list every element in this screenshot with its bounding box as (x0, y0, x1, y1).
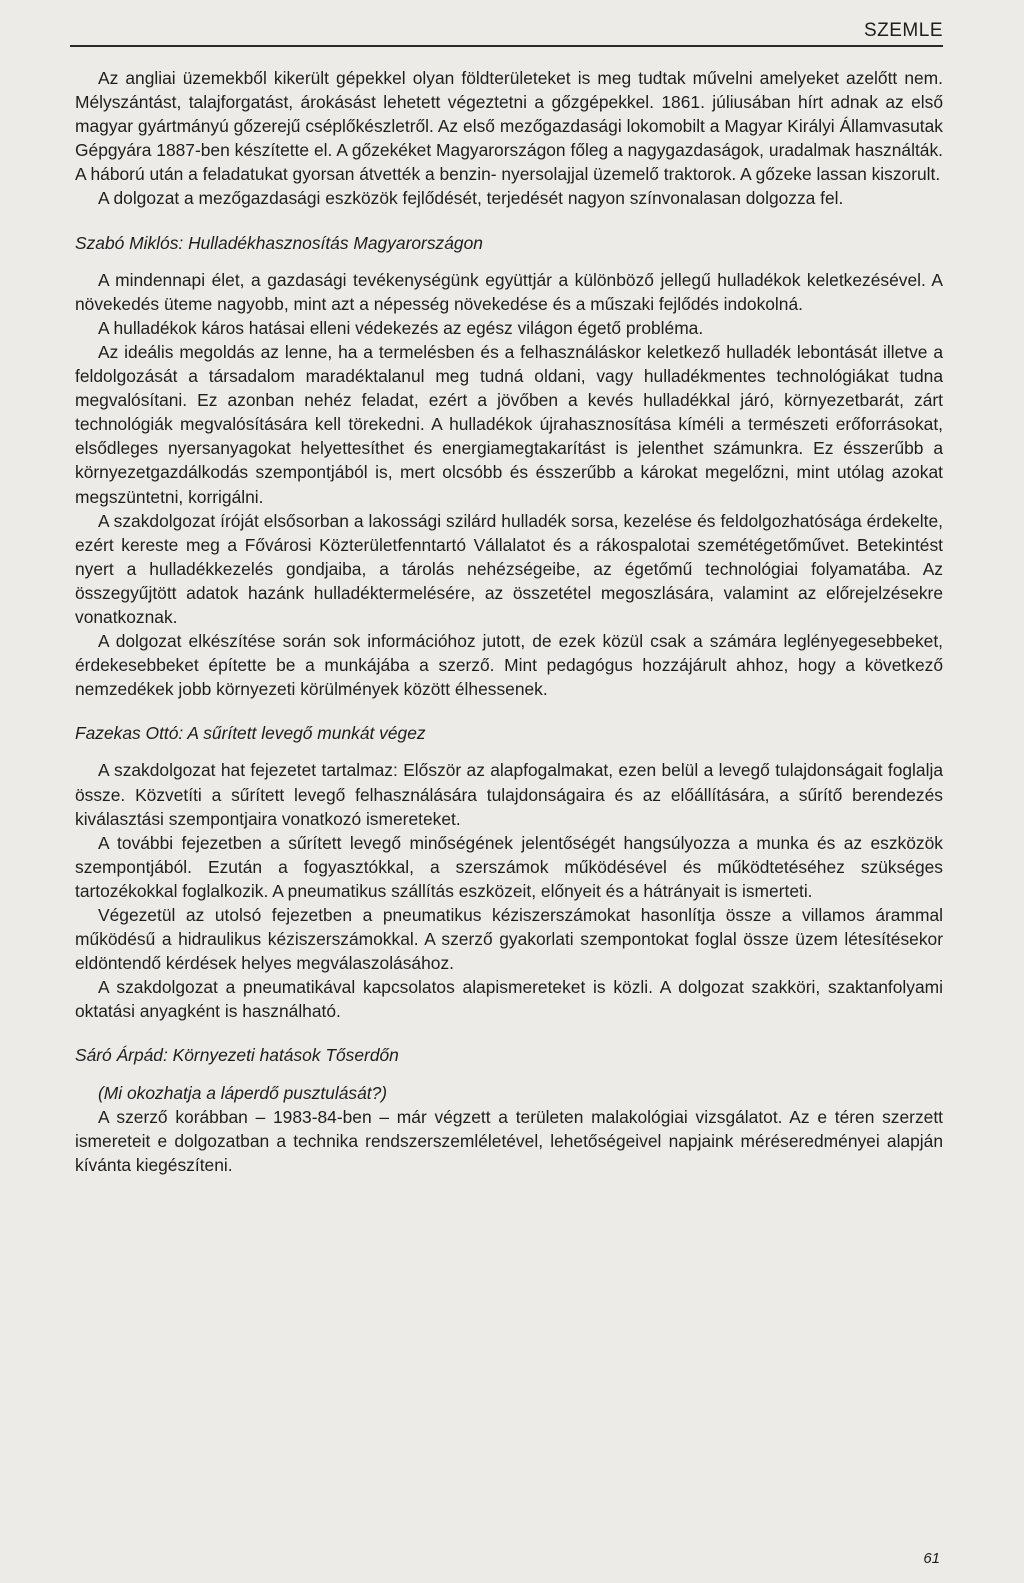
paragraph: A mindennapi élet, a gazdasági tevékenységünk együttjár a különböző jellegű hulladékok keletkezésével. A növekedés üteme nagyobb, mint azt a népesség növekedése és a műszaki fejlődés indokolná. (75, 269, 943, 314)
section-title: Sáró Árpád: Környezeti hatások Tőserdőn (75, 1045, 399, 1066)
paragraph: A szakdolgozat hat fejezetet tartalmaz: Először az alapfogalmakat, ezen belül a levegő tulajdonságait foglalja össze. Közvetíti a sűrített levegő felhasználására tulajdonságaira és az előállítására, a sűrítő berendezés kiválasztási szempontjaira vonatkozó ismereteket. (75, 760, 943, 829)
paragraph: A hulladékok káros hatásai elleni védekezés az egész világon égető probléma. (98, 317, 704, 338)
paragraph: A dolgozat a mezőgazdasági eszközök fejlődését, terjedését nagyon színvonalasan dolgozza fel. (98, 188, 844, 209)
paragraph: A szakdolgozat íróját elsősorban a lakossági szilárd hulladék sorsa, kezelése és feldolgozhatósága érdekelte, ezért kereste meg a Fővárosi Közterületfenntartó Vállalatot és a rákospalotai szemétégetőművet. Betekintést nyert a hulladékkezelés gondjaiba, a tárolás nehézségeibe, az égetőmű technológiai folyamatába. Az összegyűjtött adatok hazánk hulladéktermelésére, az összetétel megoszlására, valamint az előrejelzésekre vonatkoznak. (75, 510, 943, 627)
section-title: Szabó Miklós: Hulladékhasznosítás Magyarországon (75, 232, 483, 253)
paragraph: A dolgozat elkészítése során sok információhoz jutott, de ezek közül csak a számára leglényegesebbeket, érdekesebbeket építette be a munkájába a szerző. Mint pedagógus hozzájárult ahhoz, hogy a következő nemzedékek jobb környezeti körülmények között élhessenek. (75, 631, 943, 700)
running-head: SZEMLE (863, 20, 943, 41)
paragraph: Az angliai üzemekből kikerült gépekkel olyan földterületeket is meg tudtak művelni amelyeket azelőtt nem. Mélyszántást, talajforgatást, árokásást lehetett végeztetni a gőzgépekkel. 1861. júliusában hírt adnak az első magyar gyártmányú gőzerejű cséplőkészletről. Az első mezőgazdasági lokomobilt a Magyar Királyi Államvasutak Gépgyára 1887-ben készítette el. A gőzekéket Magyarországon főleg a nagygazdaságok, uradalmak használták. A háború után a feladatukat gyorsan átvették a benzin- nyersolajjal üzemelő traktorok. A gőzeke lassan kiszorult. (75, 68, 943, 185)
page-number: 61 (923, 1550, 940, 1567)
paragraph: A további fejezetben a sűrített levegő minőségének jelentőségét hangsúlyozza a munka és az eszközök szempontjából. Ezután a fogyasztókkal, a szerszámok működésével és működtetéséhez szükséges tartozékokkal foglalkozik. A pneumatikus szállítás eszközeit, előnyeit és a hátrányait is ismerteti. (75, 832, 943, 901)
article-body (75, 66, 943, 1177)
page-header (70, 17, 943, 47)
paragraph: Az ideális megoldás az lenne, ha a termelésben és a felhasználáskor keletkező hulladék lebontását illetve a feldolgozását a társadalom maradéktalanul meg tudná oldani, vagy hulladékmentes technológiákat tudna megvalósítani. Ez azonban nehéz feladat, ezért a jövőben a kevés hulladékkal járó, környezetbarát, zárt technológiák megvalósítására kell törekedni. A hulladékok újrahasznosítása kíméli a természeti erőforrásokat, elsődleges nyersanyagokat helyettesíthet és energiamegtakarítást is jelenthet számunkra. Ez ésszerűbb a környezetgazdálkodás szempontjából is, mert olcsóbb és ésszerűbb a károkat megelőzni, mint utólag azokat megszüntetni, korrigálni. (75, 341, 943, 507)
section-title: Fazekas Ottó: A sűrített levegő munkát végez (75, 723, 426, 744)
paragraph: Végezetül az utolsó fejezetben a pneumatikus kéziszerszámokat hasonlítja össze a villamos árammal működésű a hidraulikus kéziszerszámokkal. A szerző gyakorlati szempontokat foglal össze üzem létesítésekor eldöntendő kérdések helyes megválaszolásához. (75, 905, 943, 974)
section-subtitle: (Mi okozhatja a láperdő pusztulását?) (98, 1082, 388, 1103)
paragraph: A szerző korábban – 1983-84-ben – már végzett a területen malakológiai vizsgálatot. Az e téren szerzett ismereteit e dolgozatban a technika rendszerszemléletével, lehetőségeivel napjaink méréseredményei alapján kívánta kiegészíteni. (75, 1106, 943, 1175)
paragraph: A szakdolgozat a pneumatikával kapcsolatos alapismereteket is közli. A dolgozat szakköri, szaktanfolyami oktatási anyagként is használható. (75, 977, 943, 1022)
